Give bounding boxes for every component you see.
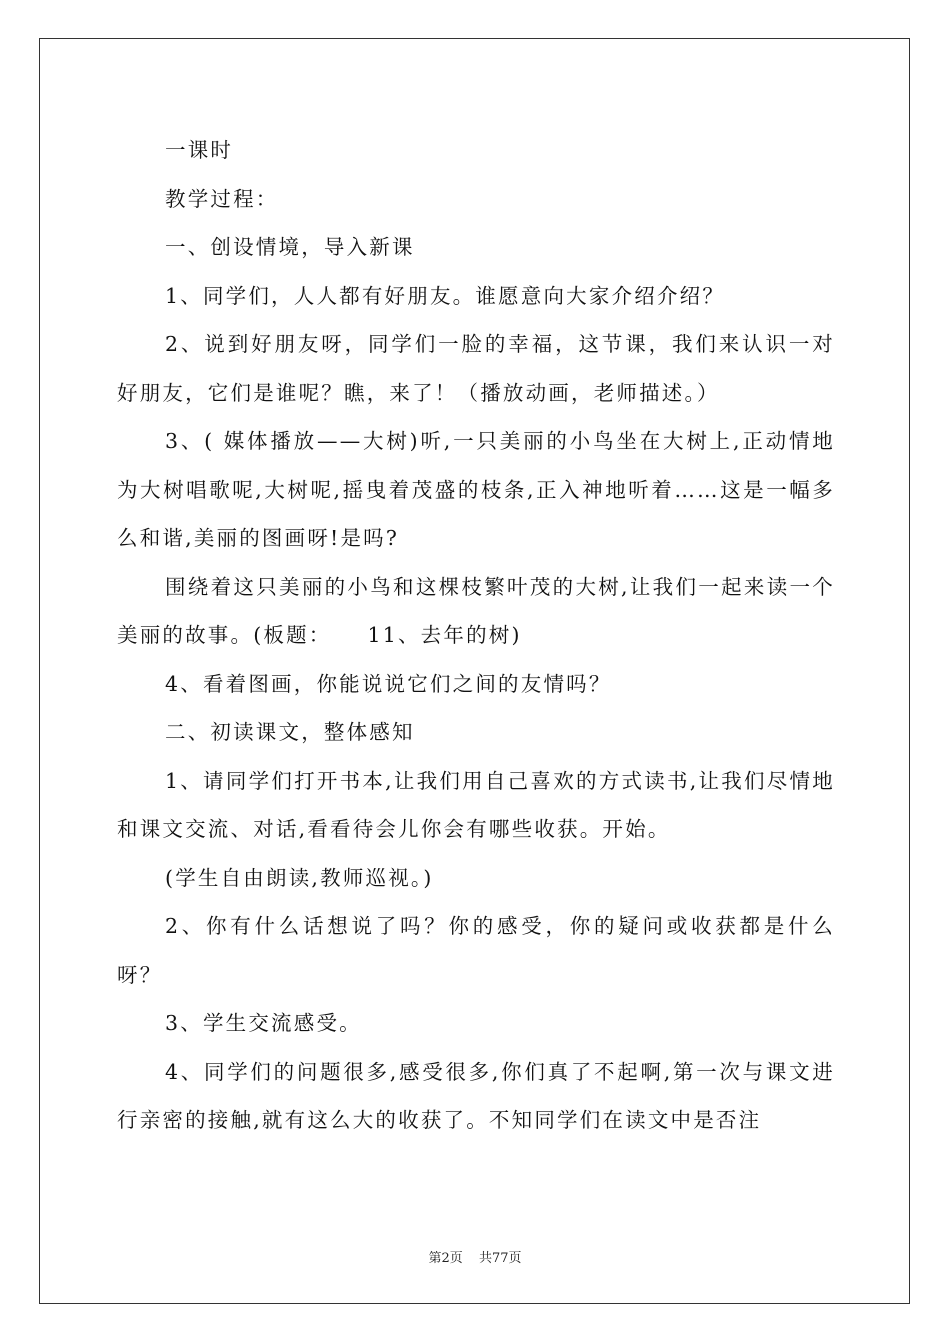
page-total: 共77页	[478, 1251, 522, 1266]
paragraph-text: 围绕着这只美丽的小鸟和这棵枝繁叶茂的大树,让我们一起来读一个美丽的故事。(板题：	[117, 574, 835, 647]
page-footer	[0, 1247, 950, 1266]
paragraph: 3、( 媒体播放——大树)听,一只美丽的小鸟坐在大树上,正动情地为大树唱歌呢,大树呢,摇曳着茂盛的枝条,正入神地听着……这是一幅多么和谐,美丽的图画呀!是吗?	[117, 429, 835, 550]
paragraph: 教学过程：	[165, 186, 279, 211]
document-body	[117, 126, 835, 1145]
paragraph: 2、说到好朋友呀，同学们一脸的幸福，这节课，我们来认识一对好朋友，它们是谁呢？瞧，来了！（播放动画，老师描述。）	[117, 332, 835, 405]
section-heading: 二、初读课文，整体感知	[165, 720, 415, 744]
paragraph: 1、同学们，人人都有好朋友。谁愿意向大家介绍介绍？	[165, 283, 726, 308]
paragraph: 1、请同学们打开书本,让我们用自己喜欢的方式读书,让我们尽情地和课文交流、对话,看看待会儿你会有哪些收获。开始。	[117, 768, 835, 841]
paragraph: 一课时	[165, 138, 234, 162]
paragraph: 4、看着图画，你能说说它们之间的友情吗？	[165, 671, 612, 696]
paragraph: (学生自由朗读,教师巡视。)	[165, 865, 434, 890]
section-heading: 一、创设情境，导入新课	[165, 235, 415, 259]
page-number: 第2页	[428, 1251, 463, 1266]
paragraph	[117, 563, 835, 660]
paragraph: 3、学生交流感受。	[165, 1011, 362, 1035]
paragraph: 4、同学们的问题很多,感受很多,你们真了不起啊,第一次与课文进行亲密的接触,就有这么大的收获了。不知同学们在读文中是否注	[117, 1059, 835, 1132]
paragraph: 2、你有什么话想说了吗？你的感受，你的疑问或收获都是什么呀？	[117, 914, 835, 987]
board-title: 11、去年的树)	[367, 623, 522, 647]
